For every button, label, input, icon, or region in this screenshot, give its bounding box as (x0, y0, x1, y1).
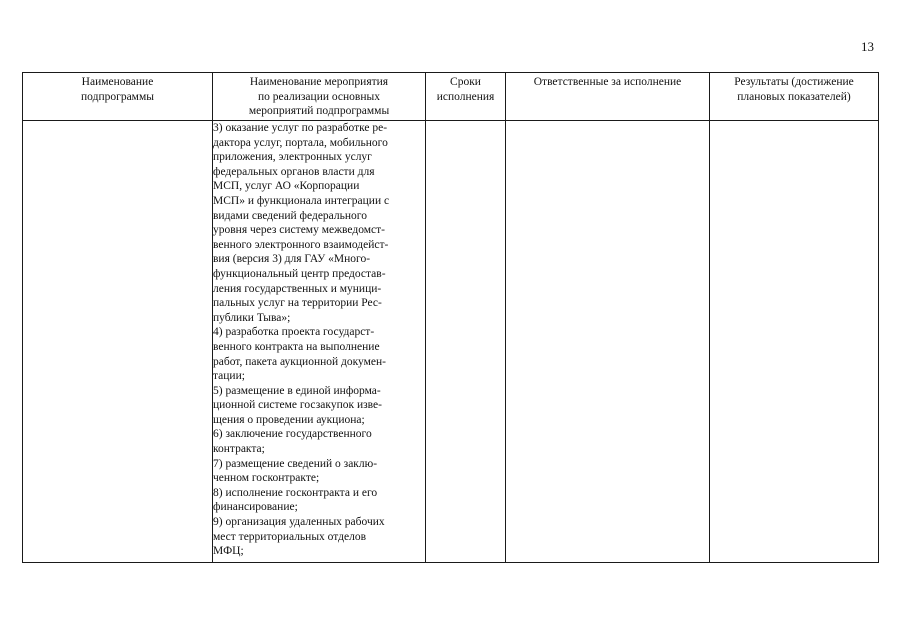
activities-table (22, 72, 879, 563)
header-results-lines (710, 75, 878, 104)
text-line: Сроки (450, 76, 481, 88)
cell-subprogram (23, 121, 213, 563)
text-line: МСП, услуг АО «Корпорации (213, 180, 360, 193)
text-line: МСП» и функционала интеграции с (213, 194, 390, 207)
text-line: исполнения (436, 90, 495, 103)
table-header-row (23, 73, 879, 121)
activities-list (213, 121, 425, 559)
header-deadline (426, 73, 506, 121)
text-line: публики Тыва»; (213, 311, 291, 324)
text-line: 9) организация удаленных рабочих (213, 516, 385, 529)
header-activity-lines (213, 75, 425, 119)
cell-responsible (506, 121, 710, 563)
cell-results (710, 121, 879, 563)
text-line: Результаты (достижение (734, 76, 854, 88)
header-subprogram-name (23, 73, 213, 121)
text-line: по реализации основных (258, 90, 380, 103)
text-line: дактора услуг, портала, мобильного (213, 136, 388, 149)
text-line: контракта; (213, 443, 265, 456)
header-activity-name (213, 73, 426, 121)
text-line: мест территориальных отделов (213, 530, 367, 543)
text-line: 8) исполнение госконтракта и его (213, 486, 378, 499)
text-line: плановых показателей) (737, 90, 851, 103)
text-line: венного электронного взаимодейст- (213, 238, 389, 251)
text-line: Наименование мероприятия (249, 76, 389, 88)
text-line: приложения, электронных услуг (213, 151, 372, 164)
text-line: финансирование; (213, 501, 298, 514)
text-line: видами сведений федерального (213, 209, 367, 222)
text-line: щения о проведении аукциона; (213, 413, 365, 426)
text-line: ченном госконтракте; (213, 472, 320, 485)
text-line: Наименование (81, 76, 154, 88)
text-line: венного контракта на выполнение (213, 340, 380, 353)
text-line: 6) заключение государственного (213, 428, 372, 441)
header-responsible (506, 73, 710, 121)
text-line: ционной системе госзакупок изве- (213, 399, 382, 412)
text-line: пальных услуг на территории Рес- (213, 297, 382, 310)
text-line: МФЦ; (213, 545, 244, 558)
text-line: федеральных органов власти для (213, 165, 375, 178)
header-deadline-lines (426, 75, 505, 104)
text-line: вия (версия 3) для ГАУ «Много- (213, 253, 371, 266)
text-line: мероприятий подпрограммы (248, 105, 390, 118)
table-row (23, 121, 879, 563)
text-line: 3) оказание услуг по разработке ре- (213, 122, 388, 134)
header-subprogram-lines (23, 75, 212, 104)
cell-deadline (426, 121, 506, 563)
text-line: 5) размещение в единой информа- (213, 384, 381, 397)
header-responsible-lines (506, 75, 709, 90)
text-line: 7) размещение сведений о заклю- (213, 457, 378, 470)
text-line: Ответственные за исполнение (533, 76, 682, 88)
header-results (710, 73, 879, 121)
text-line: ления государственных и муници- (213, 282, 382, 295)
text-line: подпрограммы (81, 90, 154, 103)
page-number: 13 (861, 39, 874, 54)
text-line: тации; (213, 370, 245, 383)
text-line: работ, пакета аукционной докумен- (213, 355, 387, 368)
cell-activities (213, 121, 426, 563)
text-line: функциональный центр предостав- (213, 267, 386, 280)
text-line: 4) разработка проекта государст- (213, 326, 375, 339)
text-line: уровня через систему межведомст- (213, 224, 385, 237)
